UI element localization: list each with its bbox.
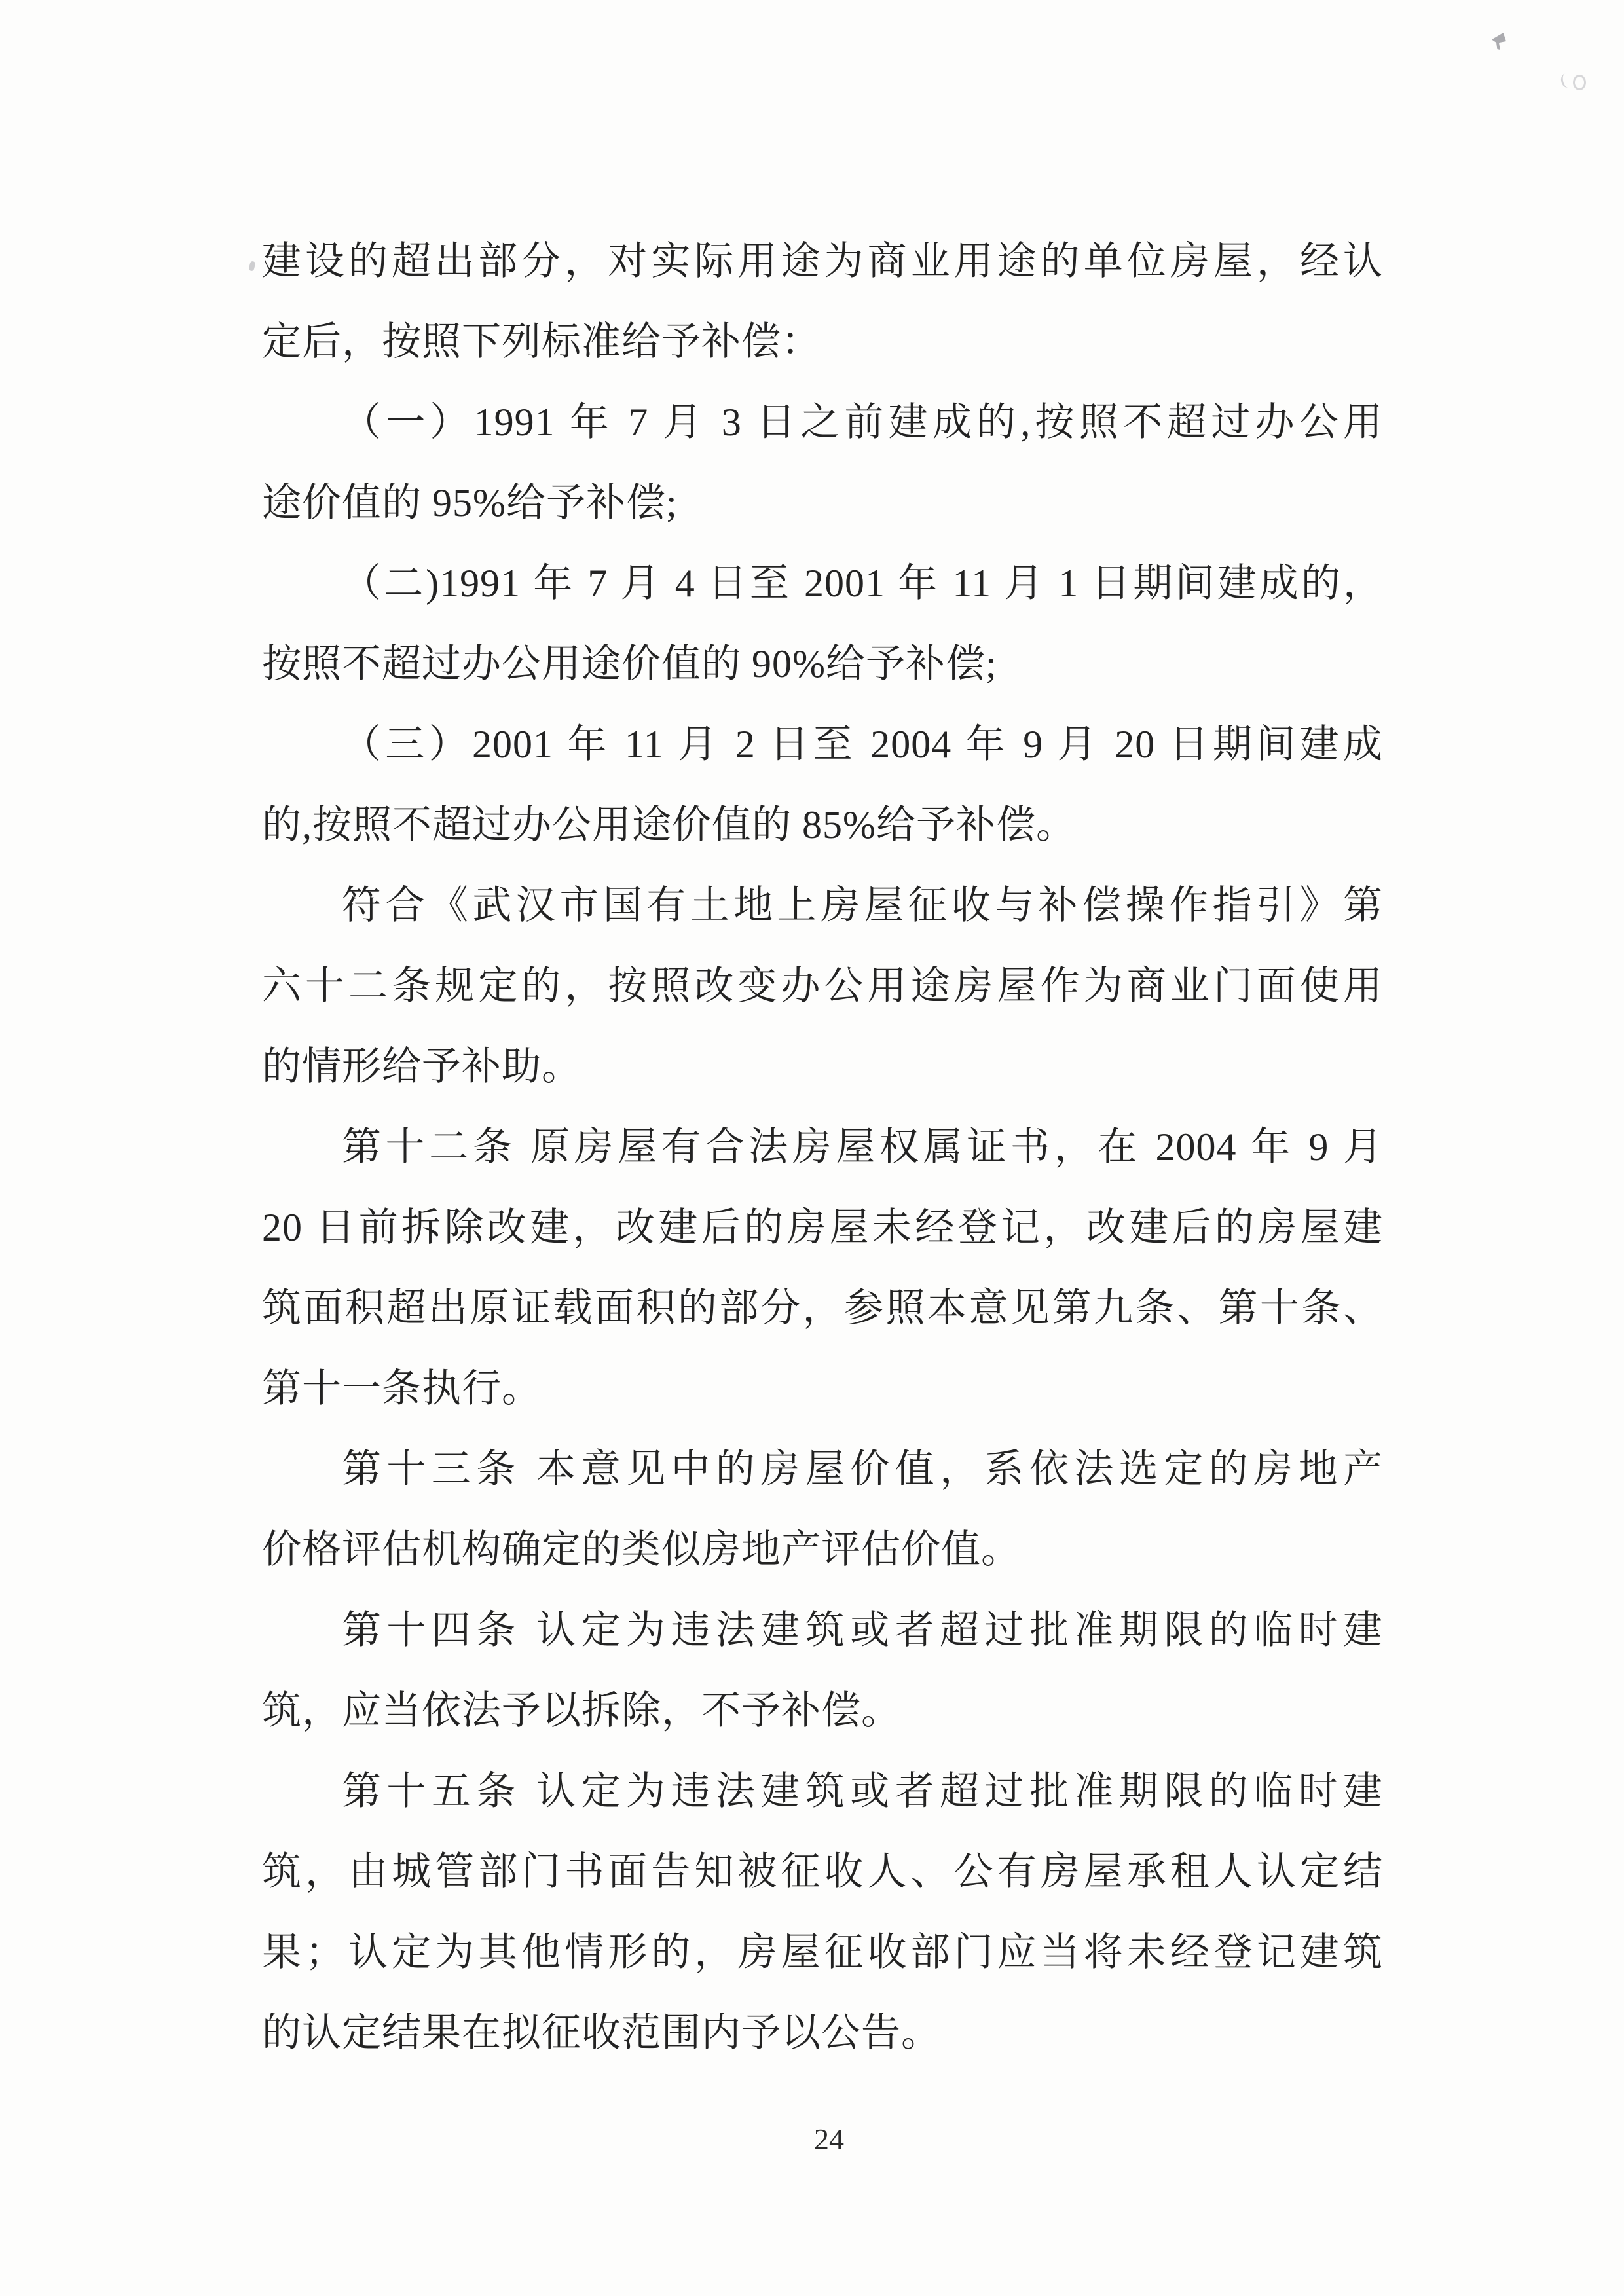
- doc-line: 筑，应当依法予以拆除，不予补偿。: [262, 1689, 901, 1732]
- scan-artifact-ring: [1573, 75, 1586, 90]
- page-number: 24: [814, 2123, 844, 2156]
- doc-line: （二)1991 年 7 月 4 日至 2001 年 11 月 1 日期间建成的，: [342, 562, 1383, 605]
- doc-line: 20 日前拆除改建，改建后的房屋未经登记，改建后的房屋建: [262, 1206, 1383, 1249]
- doc-line: 的情形给予补助。: [262, 1045, 581, 1088]
- doc-line: 途价值的 95%给予补偿;: [262, 481, 678, 524]
- doc-line: 定后，按照下列标准给予补偿：: [262, 320, 821, 363]
- scan-artifact-speck: [248, 261, 255, 271]
- doc-line: 的认定结果在拟征收范围内予以公告。: [262, 2011, 941, 2054]
- doc-line: （三）2001 年 11 月 2 日至 2004 年 9 月 20 日期间建成: [342, 723, 1383, 766]
- doc-line: （一）1991 年 7 月 3 日之前建成的,按照不超过办公用: [342, 401, 1383, 444]
- doc-line: 六十二条规定的，按照改变办公用途房屋作为商业门面使用: [262, 964, 1383, 1008]
- doc-line: 筑，由城管部门书面告知被征收人、公有房屋承租人认定结: [262, 1850, 1383, 1893]
- doc-line: 建设的超出部分，对实际用途为商业用途的单位房屋，经认: [262, 240, 1383, 283]
- doc-line: 果；认定为其他情形的，房屋征收部门应当将未经登记建筑: [262, 1931, 1383, 1974]
- doc-line: 按照不超过办公用途价值的 90%给予补偿;: [262, 642, 997, 685]
- doc-line: 第十四条 认定为违法建筑或者超过批准期限的临时建: [342, 1609, 1383, 1652]
- doc-line: 第十五条 认定为违法建筑或者超过批准期限的临时建: [342, 1770, 1383, 1813]
- document-body: [262, 221, 1383, 2073]
- doc-line: 第十一条执行。: [262, 1367, 542, 1410]
- doc-line: 第十三条 本意见中的房屋价值，系依法选定的房地产: [342, 1448, 1383, 1491]
- doc-line: 的,按照不超过办公用途价值的 85%给予补偿。: [262, 803, 1076, 847]
- doc-line: 筑面积超出原证载面积的部分，参照本意见第九条、第十条、: [262, 1286, 1383, 1330]
- scan-artifact-arc: [1560, 72, 1574, 88]
- scan-artifact-flag: [1492, 33, 1506, 50]
- doc-line: 价格评估机构确定的类似房地产评估价值。: [262, 1528, 1021, 1571]
- doc-line: 第十二条 原房屋有合法房屋权属证书，在 2004 年 9 月: [342, 1125, 1383, 1169]
- doc-line: 符合《武汉市国有土地上房屋征收与补偿操作指引》第: [342, 884, 1383, 927]
